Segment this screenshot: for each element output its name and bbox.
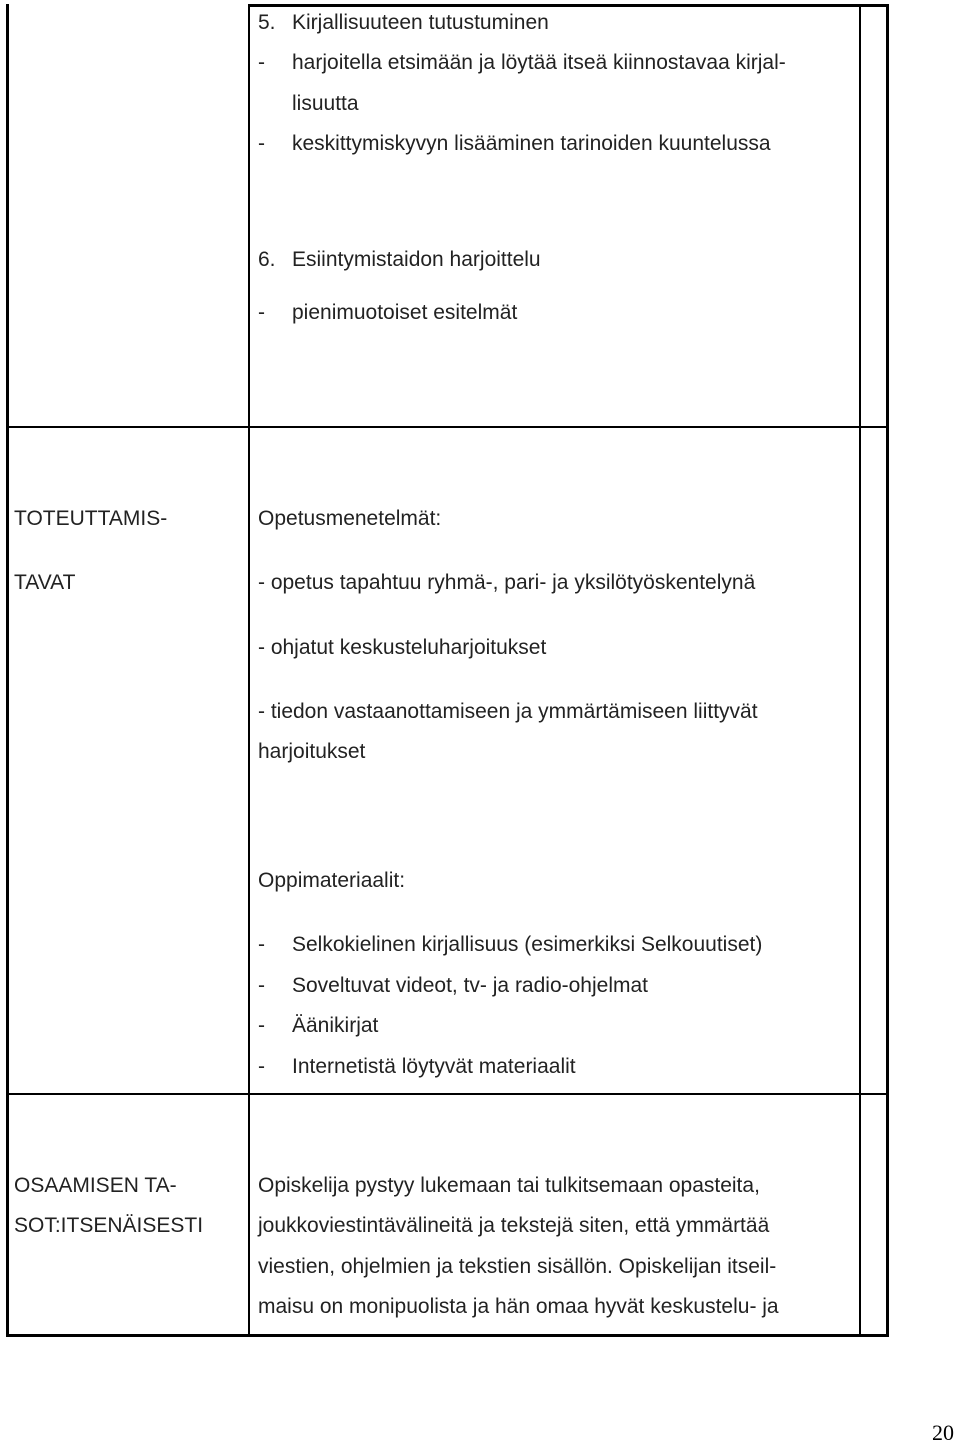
bullet-dash: - (258, 1055, 265, 1078)
bullet-text: harjoitella etsimään ja löytää itseä kiinnostavaa kirjal- (292, 51, 786, 74)
material-item: Selkokielinen kirjallisuus (esimerkiksi Selkouutiset) (292, 933, 763, 956)
paragraph-line: joukkoviestintävälineitä ja tekstejä siten, että ymmärtää (258, 1214, 770, 1237)
page-number: 20 (932, 1420, 954, 1445)
bullet-dash: - (258, 1014, 265, 1037)
table-column-divider (248, 4, 250, 1337)
bullet-text: pienimuotoiset esitelmät (292, 301, 518, 324)
item-number: 6. (258, 248, 276, 271)
bullet-dash: - (258, 301, 265, 324)
method-line: harjoitukset (258, 740, 366, 763)
row-label: TAVAT (14, 571, 76, 594)
material-item: Internetistä löytyvät materiaalit (292, 1055, 576, 1078)
row-label: TOTEUTTAMIS- (14, 507, 168, 530)
item-number: 5. (258, 11, 276, 34)
bullet-dash: - (258, 51, 265, 74)
bullet-dash: - (258, 933, 265, 956)
table-row-divider (6, 1093, 889, 1095)
row-label: SOT:ITSENÄISESTI (14, 1214, 204, 1237)
material-item: Soveltuvat videot, tv- ja radio-ohjelmat (292, 974, 649, 997)
bullet-text-continuation: lisuutta (292, 92, 359, 115)
bullet-dash: - (258, 974, 265, 997)
section-heading: Oppimateriaalit: (258, 869, 406, 892)
paragraph-line: viestien, ohjelmien ja tekstien sisällön. Opiskelijan itseil- (258, 1255, 777, 1278)
paragraph-line: Opiskelija pystyy lukemaan tai tulkitsemaan opasteita, (258, 1174, 760, 1197)
table-border-top (248, 4, 889, 7)
table-border-bottom (6, 1334, 889, 1337)
row-label: OSAAMISEN TA- (14, 1174, 177, 1197)
bullet-dash: - (258, 132, 265, 155)
method-line: - ohjatut keskusteluharjoitukset (258, 636, 547, 659)
item-title: Kirjallisuuteen tutustuminen (292, 11, 549, 34)
table-border-right (886, 4, 889, 1337)
item-title: Esiintymistaidon harjoittelu (292, 248, 541, 271)
section-heading: Opetusmenetelmät: (258, 507, 442, 530)
table-row-divider (6, 426, 889, 428)
table-border-left (6, 4, 9, 1337)
table-column-divider-right (859, 4, 861, 1337)
method-line: - tiedon vastaanottamiseen ja ymmärtämiseen liittyvät (258, 700, 758, 723)
bullet-text: keskittymiskyvyn lisääminen tarinoiden kuuntelussa (292, 132, 771, 155)
material-item: Äänikirjat (292, 1014, 379, 1037)
method-line: - opetus tapahtuu ryhmä-, pari- ja yksilötyöskentelynä (258, 571, 756, 594)
paragraph-line: maisu on monipuolista ja hän omaa hyvät keskustelu- ja (258, 1295, 779, 1318)
